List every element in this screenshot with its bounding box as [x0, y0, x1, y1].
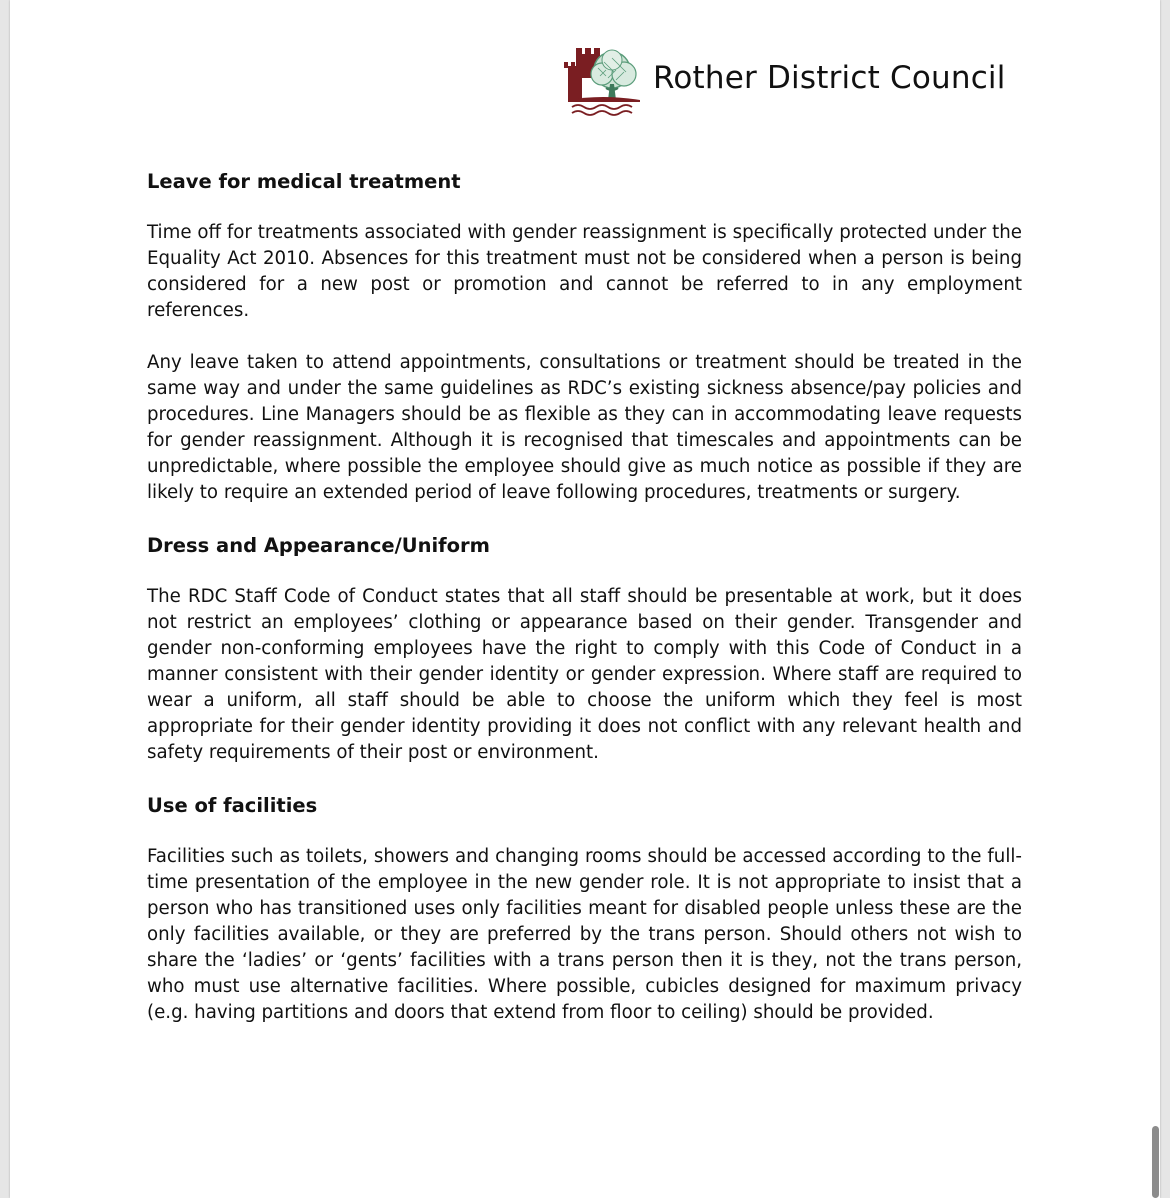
- castle-tree-logo-icon: [562, 44, 646, 118]
- medical-leave-paragraph-1: Time off for treatments associated with gender reassignment is specifically protected under the Equality Act 2010. Absences for this treatment must not be considered when a person is being considered for a new post or promotion and cannot be referred to in any employment references.: [147, 222, 1022, 321]
- facilities-paragraph: Facilities such as toilets, showers and changing rooms should be accessed according to the full-time presentation of the employee in the new gender role. It is not appropriate to insist that a person who has transitioned uses only facilities meant for disabled people unless these are the only facilities available, or they are preferred by the trans person. Should others not wish to share the ‘ladies’ or ‘gents’ facilities with a trans person then it is they, not the trans person, who must use alternative facilities. Where possible, cubicles designed for maximum privacy (e.g. having partitions and doors that extend from floor to ceiling) should be provided.: [147, 846, 1022, 1023]
- dress-appearance-paragraph: The RDC Staff Code of Conduct states that all staff should be presentable at work, but it does not restrict an employees’ clothing or appearance based on their gender. Transgender and gender non-conforming employees have the right to comply with this Code of Conduct in a manner consistent with their gender identity or gender expression. Where staff are required to wear a uniform, all staff should be able to choose the uniform which they feel is most appropriate for their gender identity providing it does not conflict with any relevant health and safety requirements of their post or environment.: [147, 586, 1022, 763]
- section-heading-facilities: Use of facilities: [147, 794, 318, 817]
- document-body: [147, 168, 1022, 1026]
- council-logo: [562, 40, 1042, 120]
- vertical-scrollbar[interactable]: [1152, 1126, 1159, 1198]
- section-heading-dress-appearance: Dress and Appearance/Uniform: [147, 534, 490, 557]
- section-heading-medical-leave: Leave for medical treatment: [147, 170, 461, 193]
- council-name: Rother District Council: [653, 60, 1006, 96]
- medical-leave-paragraph-2: Any leave taken to attend appointments, consultations or treatment should be treated in the same way and under the same guidelines as RDC’s existing sickness absence/pay policies and procedures. Line Managers should be as flexible as they can in accommodating leave requests for gender reassignment. Although it is recognised that timescales and appointments can be unpredictable, where possible the employee should give as much notice as possible if they are likely to require an extended period of leave following procedures, treatments or surgery.: [147, 352, 1022, 503]
- document-page: [10, 0, 1160, 1198]
